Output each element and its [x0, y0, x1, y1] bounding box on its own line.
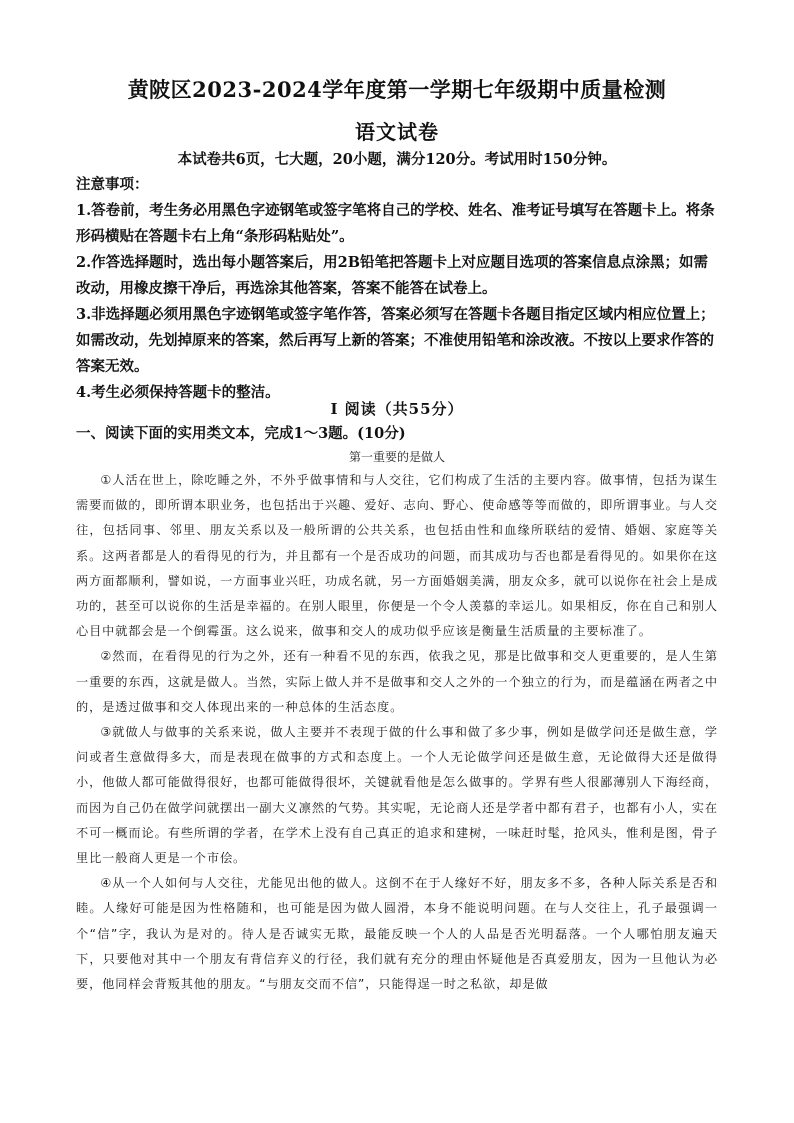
- essay-paragraph: ③就做人与做事的关系来说，做人主要并不表现于做的什么事和做了多少事，例如是做学问还是做生意，学问或者生意做得多大，而是表现在做事的方式和态度上。一个人无论做学问还是做生意，无论做得大还是做得小，他做人都可能做得很好，也都可能做得很坏，关键就看他是怎么做事的。学界有些人很鄙薄别人下海经商，而因为自己仍在做学问就摆出一副大义凛然的气势。其实呢，无论商人还是学者中都有君子，也都有小人，实在不可一概而论。有些所谓的学者，在学术上没有自己真正的追求和建树，一味赶时髦，抢风头，惟利是图，骨子里比一般商人更是一个市侩。: [76, 725, 718, 866]
- question-prompt: 一、阅读下面的实用类文本，完成1～3题。(10分): [76, 425, 406, 442]
- essay-paragraph: ①人活在世上，除吃睡之外，不外乎做事情和与人交往，它们构成了生活的主要内容。做事情，包括为谋生需要而做的，即所谓本职业务，也包括出于兴趣、爱好、志向、野心、使命感等等而做的，即所谓事业。与人交往，包括同事、邻里、朋友关系以及一般所谓的公共关系，也包括由性和血缘所联结的爱情、婚姻、家庭等关系。这两者都是人的看得见的行为，并且都有一个是否成功的问题，而其成功与否也都是看得见的。如果你在这两方面都顺利，譬如说，一方面事业兴旺，功成名就，另一方面婚姻美满，朋友众多，就可以说你在社会上是成功的，甚至可以说你的生活是幸福的。在别人眼里，你便是一个令人羡慕的幸运儿。如果相反，你在自己和别人心目中就都会是一个倒霉蛋。这么说来，做事和交人的成功似乎应该是衡量生活质量的主要标准了。: [76, 473, 718, 639]
- notice-block: [76, 172, 720, 406]
- notice-item: 4.考生必须保持答题卡的整洁。: [76, 384, 280, 401]
- notice-item: 1.答卷前，考生务必用黑色字迹钢笔或签字笔将自己的学校、姓名、准考证号填写在答题卡上。将条形码横贴在答题卡右上角“条形码粘贴处”。: [76, 202, 715, 245]
- exam-info: 本试卷共6页，七大题，20小题，满分120分。考试用时150分钟。: [177, 151, 617, 168]
- notice-item: 2.作答选择题时，选出每小题答案后，用2B铅笔把答题卡上对应题目选项的答案信息点涂黑；如需改动，用橡皮擦干净后，再选涂其他答案，答案不能答在试卷上。: [76, 254, 708, 297]
- essay-paragraph: ②然而，在看得见的行为之外，还有一种看不见的东西，依我之见，那是比做事和交人更重要的，是人生第一重要的东西，这就是做人。当然，实际上做人并不是做事和交人之外的一个独立的行为，而是蕴涵在两者之中的，是透过做事和交人体现出来的一种总体的生活态度。: [76, 649, 718, 714]
- essay-title: 第一重要的是做人: [348, 450, 445, 464]
- exam-subtitle: 语文试卷: [355, 120, 439, 144]
- essay-paragraph: ④从一个人如何与人交往，尤能见出他的做人。这倒不在于人缘好不好，朋友多不多，各种人际关系是否和睦。人缘好可能是因为性格随和，也可能是因为做人圆滑，本身不能说明问题。在与人交往上，孔子最强调一个“信”字，我认为是对的。待人是否诚实无欺，最能反映一个人的人品是否光明磊落。一个人哪怕朋友遍天下，只要他对其中一个朋友有背信弃义的行径，我们就有充分的理由怀疑他是否真爱朋友，因为一旦他认为必要，他同样会背叛其他的朋友。“与朋友交而不信”，只能得逞一时之私欲，却是做: [76, 876, 718, 992]
- section-heading: Ⅰ 阅读（共55分）: [330, 400, 464, 418]
- notice-item: 3.非选择题必须用黑色字迹钢笔或签字笔作答，答案必须写在答题卡各题目指定区域内相应位置上；如需改动，先划掉原来的答案，然后再写上新的答案；不准使用铅笔和涂改液。不按以上要求作答的答案无效。: [76, 306, 715, 375]
- notice-heading: 注意事项：: [76, 176, 149, 193]
- essay-body: [76, 468, 718, 997]
- exam-title: 黄陂区2023-2024学年度第一学期七年级期中质量检测: [127, 77, 667, 102]
